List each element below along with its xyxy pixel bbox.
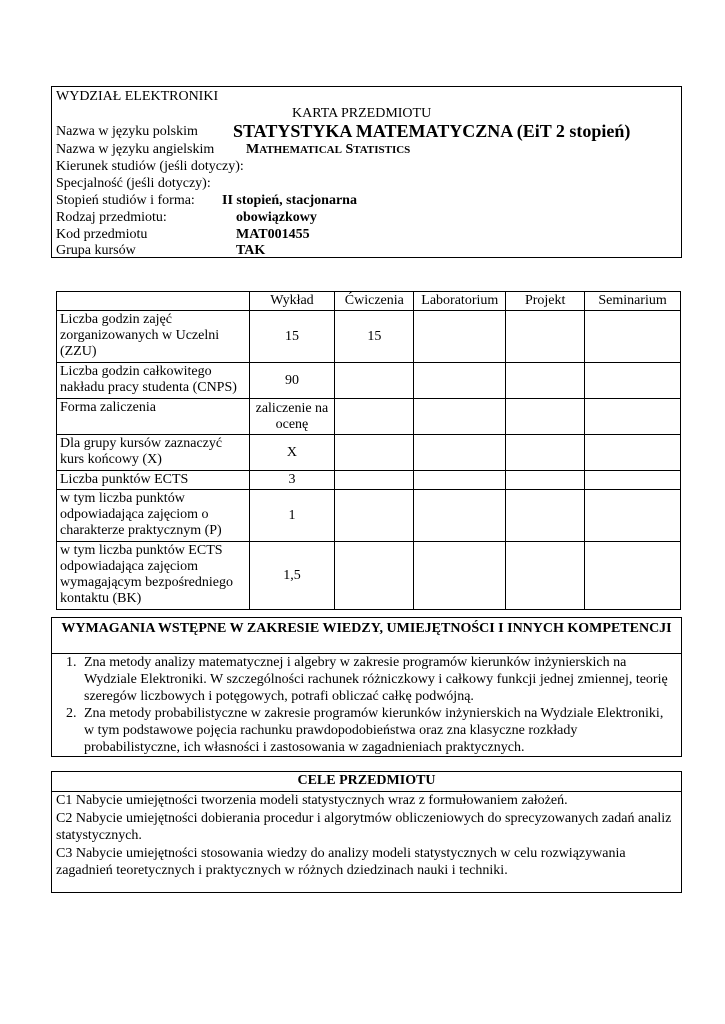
course-code-label: Kod przedmiotu: [56, 227, 148, 242]
table-row: [57, 471, 681, 490]
list-item: 2. Zna metody probabilistyczne w zakresie programów kierunków inżynierskich na Wydziale Elektroniki, w tym podstawowe pojęcia rachunku prawdopodobieństwa oraz zna klasyczne rozkłady probabilistyczne, ich własności i zastosowania w zagadnieniach praktycznych.: [80, 705, 675, 756]
goals-title: CELE PRZEDMIOTU: [52, 772, 681, 792]
list-item: C2 Nabycie umiejętności dobierania procedur i algorytmów obliczeniowych do sprecyzowanych zadań analiz statystycznych.: [56, 810, 672, 843]
table-cell: 15: [335, 311, 414, 363]
table-cell: [585, 363, 681, 399]
table-cell: [506, 363, 585, 399]
table-cell: [585, 490, 681, 542]
table-cell: [585, 435, 681, 471]
table-header-cell: Laboratorium: [414, 292, 506, 311]
table-cell: 1: [249, 490, 335, 542]
table-cell: [585, 311, 681, 363]
list-item: C3 Nabycie umiejętności stosowania wiedzy do analizy modeli statystycznych w celu rozwiązywania zagadnień teoretycznych i praktycznych w różnych dziedzinach nauki i techniki.: [56, 845, 626, 878]
table-cell: 15: [249, 311, 335, 363]
table-cell: [414, 363, 506, 399]
table-header-cell: Projekt: [506, 292, 585, 311]
requirements-box: [51, 617, 682, 757]
table-cell: [414, 490, 506, 542]
course-type-label: Rodzaj przedmiotu:: [56, 210, 167, 225]
english-name-value: MATHEMATICAL STATISTICS: [246, 142, 411, 157]
table-cell: [585, 542, 681, 610]
requirements-title: WYMAGANIA WSTĘPNE W ZAKRESIE WIEDZY, UMIEJĘTNOŚCI I INNYCH KOMPETENCJI: [52, 618, 681, 654]
table-cell: [414, 399, 506, 435]
table-cell: [335, 399, 414, 435]
course-group-value: TAK: [236, 243, 266, 258]
row-label: Liczba punktów ECTS: [57, 471, 250, 490]
course-group-label: Grupa kursów: [56, 243, 136, 258]
row-label: Forma zaliczenia: [57, 399, 250, 435]
hours-table: [56, 291, 681, 610]
table-row: [57, 490, 681, 542]
table-cell: 3: [249, 471, 335, 490]
faculty-name: WYDZIAŁ ELEKTRONIKI: [56, 89, 219, 104]
table-cell: [414, 542, 506, 610]
row-label: Liczba godzin całkowitego nakładu pracy studenta (CNPS): [57, 363, 250, 399]
table-header-cell: Ćwiczenia: [335, 292, 414, 311]
table-row: [57, 435, 681, 471]
table-cell: [506, 435, 585, 471]
table-cell: [335, 490, 414, 542]
polish-name-label: Nazwa w języku polskim: [56, 124, 198, 139]
study-level-label: Stopień studiów i forma:: [56, 193, 195, 208]
table-cell: [335, 542, 414, 610]
table-header-cell: [57, 292, 250, 311]
table-cell: [414, 435, 506, 471]
card-title: KARTA PRZEDMIOTU: [292, 106, 432, 121]
list-item: C1 Nabycie umiejętności tworzenia modeli statystycznych wraz z formułowaniem założeń.: [56, 793, 568, 808]
table-cell: [506, 311, 585, 363]
table-header-cell: Wykład: [249, 292, 335, 311]
table-cell: [414, 471, 506, 490]
field-of-study-label: Kierunek studiów (jeśli dotyczy):: [56, 159, 244, 174]
table-row: [57, 542, 681, 610]
table-cell: [335, 363, 414, 399]
course-goals-box: [51, 771, 682, 893]
table-cell: [506, 542, 585, 610]
table-cell: 1,5: [249, 542, 335, 610]
table-header-cell: Seminarium: [585, 292, 681, 311]
table-cell: [506, 490, 585, 542]
course-code-value: MAT001455: [236, 227, 310, 242]
row-label: Dla grupy kursów zaznaczyć kurs końcowy (X): [57, 435, 250, 471]
table-cell: [585, 399, 681, 435]
table-cell: [506, 471, 585, 490]
requirements-list: [52, 654, 681, 756]
english-name-label: Nazwa w języku angielskim: [56, 142, 215, 157]
table-row: [57, 399, 681, 435]
table-cell: [335, 471, 414, 490]
table-cell: zaliczenie na ocenę: [249, 399, 335, 435]
row-label: Liczba godzin zajęć zorganizowanych w Uczelni (ZZU): [57, 311, 250, 363]
row-label: w tym liczba punktów odpowiadająca zajęciom o charakterze praktycznym (P): [57, 490, 250, 542]
course-header-box: [51, 86, 682, 258]
table-cell: [414, 311, 506, 363]
table-row: [57, 311, 681, 363]
study-level-value: II stopień, stacjonarna: [222, 193, 357, 208]
row-label: w tym liczba punktów ECTS odpowiadająca zajęciom wymagającym bezpośredniego kontaktu (BK): [57, 542, 250, 610]
polish-name-value: STATYSTYKA MATEMATYCZNA (EiT 2 stopień): [233, 121, 631, 141]
table-cell: [335, 435, 414, 471]
list-item: 1. Zna metody analizy matematycznej i algebry w zakresie programów kierunków inżynierskich na Wydziale Elektroniki. W szczególności rachunek różniczkowy i całkowy funkcji jednej zmiennej, teorię szeregów liczbowych i potęgowych, potrafi obliczać całkę podwójną.: [80, 654, 675, 705]
table-row: [57, 363, 681, 399]
course-type-value: obowiązkowy: [236, 210, 317, 225]
table-cell: X: [249, 435, 335, 471]
table-cell: [506, 399, 585, 435]
specialty-label: Specjalność (jeśli dotyczy):: [56, 176, 211, 191]
table-cell: 90: [249, 363, 335, 399]
table-header-row: [57, 292, 681, 311]
table-cell: [585, 471, 681, 490]
